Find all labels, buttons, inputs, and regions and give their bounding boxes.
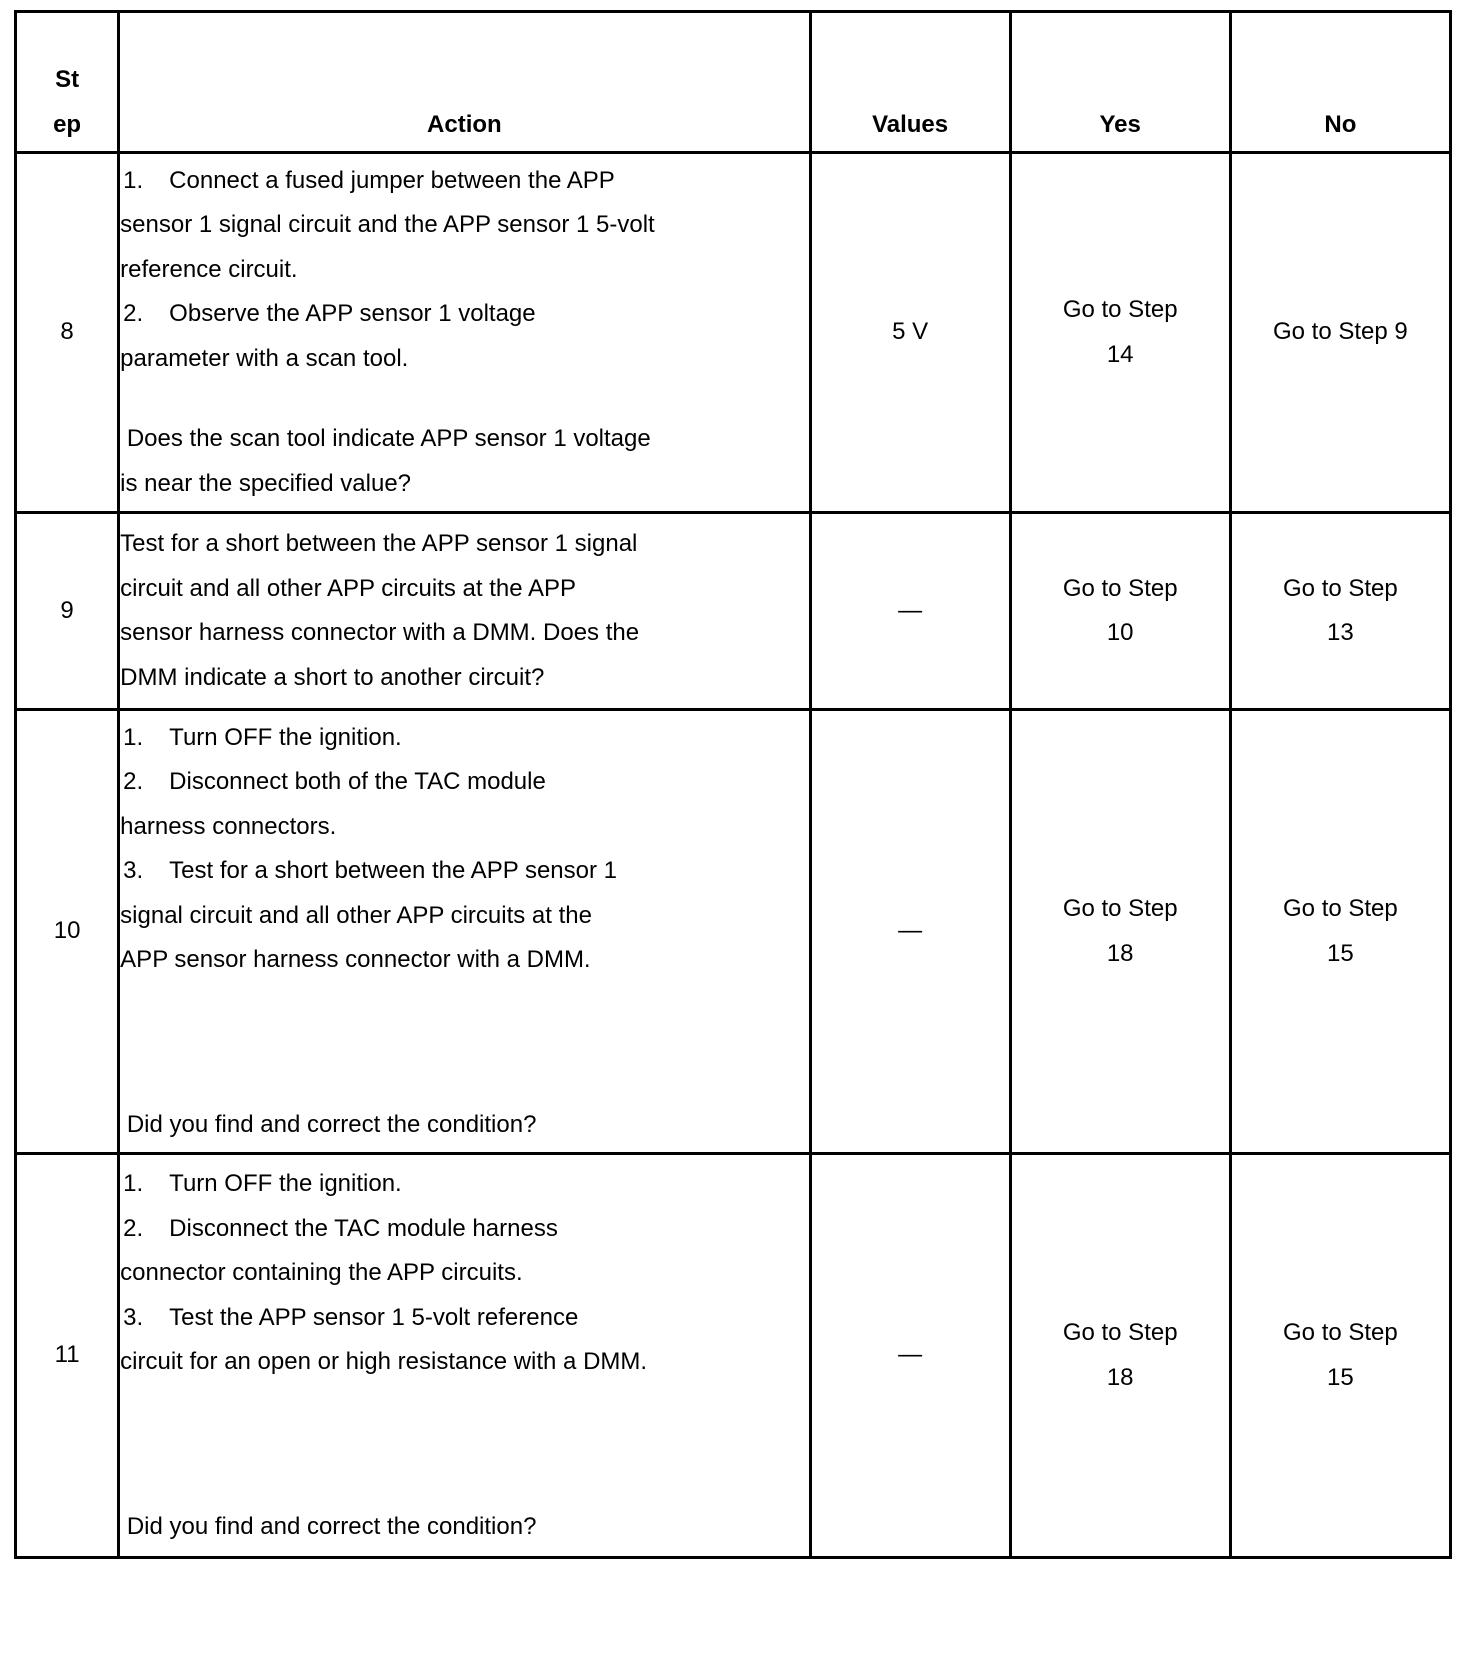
header-row: [16, 12, 1451, 153]
step-number: 9: [16, 513, 119, 710]
value-cell: —: [810, 1154, 1010, 1558]
header-values: Values: [810, 12, 1010, 153]
table-row: [16, 1154, 1451, 1558]
header-action: Action: [119, 12, 810, 153]
value-cell: —: [810, 710, 1010, 1154]
yes-cell: Go to Step 10: [1010, 513, 1230, 710]
step-number: 8: [16, 153, 119, 513]
value-cell: —: [810, 513, 1010, 710]
no-cell: Go to Step 15: [1230, 1154, 1450, 1558]
header-no: No: [1230, 12, 1450, 153]
no-cell: Go to Step 13: [1230, 513, 1450, 710]
action-cell: Test for a short between the APP sensor 1 signal circuit and all other APP circuits at the APP sensor harness connector with a DMM. Does the DMM indicate a short to another circuit?: [119, 513, 810, 710]
table-row: [16, 153, 1451, 513]
action-cell: 1. Turn OFF the ignition. 2. Disconnect both of the TAC module harness connectors. 3. Test for a short between the APP sensor 1 signal circuit and all other APP circuits at the APP sensor harness connector with a DMM. Did you find and correct the condition?: [119, 710, 810, 1154]
yes-cell: Go to Step 18: [1010, 710, 1230, 1154]
diagnostic-table: [14, 10, 1452, 1559]
yes-cell: Go to Step 18: [1010, 1154, 1230, 1558]
yes-cell: Go to Step 14: [1010, 153, 1230, 513]
step-number: 10: [16, 710, 119, 1154]
action-cell: 1. Turn OFF the ignition. 2. Disconnect the TAC module harness connector containing the APP circuits. 3. Test the APP sensor 1 5-volt reference circuit for an open or high resistance with a DMM. Did you find and correct the condition?: [119, 1154, 810, 1558]
no-cell: Go to Step 9: [1230, 153, 1450, 513]
step-number: 11: [16, 1154, 119, 1558]
action-cell: 1. Connect a fused jumper between the APP sensor 1 signal circuit and the APP sensor 1 5-volt reference circuit. 2. Observe the APP sensor 1 voltage parameter with a scan tool. Does the scan tool indicate APP sensor 1 voltage is near the specified value?: [119, 153, 810, 513]
header-step: St ep: [16, 12, 119, 153]
table-row: [16, 513, 1451, 710]
value-cell: 5 V: [810, 153, 1010, 513]
no-cell: Go to Step 15: [1230, 710, 1450, 1154]
header-yes: Yes: [1010, 12, 1230, 153]
table-row: [16, 710, 1451, 1154]
